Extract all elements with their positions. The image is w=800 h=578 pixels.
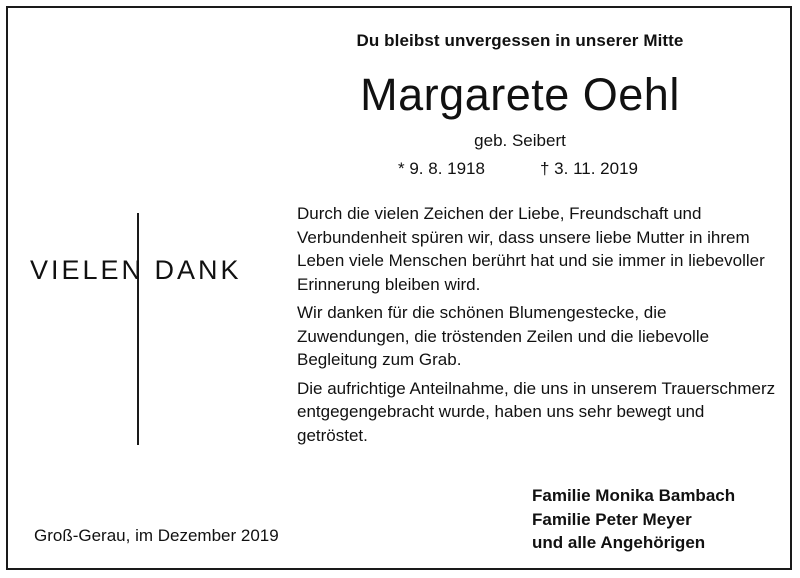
signature-2: Familie Peter Meyer <box>532 509 692 529</box>
thanks-title: VIELEN DANK <box>30 255 242 285</box>
cross-icon <box>137 213 139 445</box>
signatures <box>532 484 735 555</box>
headline: Du bleibst unvergessen in unserer Mitte <box>356 31 684 50</box>
paragraph-3: Die aufrichtige Anteilnahme, die uns in unserem Trauerschmerz entgegengebracht wurde, haben uns sehr bewegt und getröstet. <box>297 378 776 445</box>
signature-1: Familie Monika Bambach <box>532 486 736 505</box>
birth-date: * 9. 8. 1918 <box>398 159 485 178</box>
paragraph-2: Wir danken für die schönen Blumengestecke, die Zuwendungen, die tröstenden Zeilen und die liebevolle Begleitung zum Grab. <box>297 303 710 369</box>
death-date: † 3. 11. 2019 <box>540 159 638 178</box>
maiden-name: geb. Seibert <box>474 131 566 150</box>
deceased-name: Margarete Oehl <box>360 69 680 120</box>
signature-3: und alle Angehörigen <box>532 533 706 552</box>
place-date: Groß-Gerau, im Dezember 2019 <box>34 526 279 545</box>
thanks-text <box>297 202 777 452</box>
life-dates <box>398 159 638 179</box>
paragraph-1: Durch die vielen Zeichen der Liebe, Freundschaft und Verbundenheit spüren wir, dass unsere liebe Mutter in ihrem Leben viele Menschen berührt hat und sie immer in liebevoller Erinnerung bleiben wird. <box>297 204 765 294</box>
